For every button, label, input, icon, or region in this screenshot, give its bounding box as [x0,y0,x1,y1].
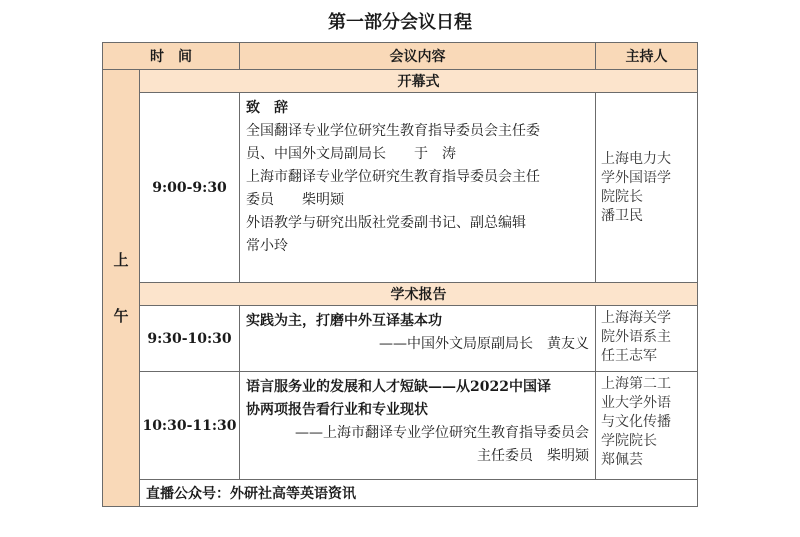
time-cell: 9:00-9:30 [140,93,240,283]
table-row [103,306,698,372]
schedule-table [102,42,698,507]
period-char-1: 上 [113,251,129,269]
talk-title-line: 语言服务业的发展和人才短缺——从2022中国译 [246,379,551,395]
host-line: 院院长 [601,188,643,205]
host-cell [596,93,698,283]
table-row [103,372,698,480]
talk-speaker-line: ——上海市翻译专业学位研究生教育指导委员会 [295,425,589,441]
host-line: 学外国语学 [601,169,671,186]
host-line: 上海第二工 [601,376,671,392]
table-header-row [103,43,698,70]
host-line: 任王志军 [601,348,657,364]
livestream-footer: 直播公众号：外研社高等英语资讯 [140,480,698,507]
host-line: 院外语系主 [601,329,671,345]
content-line: 委员 柴明颎 [246,192,344,208]
section-opening: 开幕式 [140,70,698,93]
talk-speaker-line: 主任委员 柴明颎 [477,448,589,464]
host-line: 学院院长 [601,433,657,449]
content-line: 常小玲 [246,238,288,254]
header-content: 会议内容 [240,43,596,70]
header-time: 时 间 [103,43,240,70]
talk-speaker-line: ——中国外文局原副局长 黄友义 [379,336,589,352]
host-line: 郑佩芸 [601,452,643,468]
content-line: 全国翻译专业学位研究生教育指导委员会主任委 [246,123,540,139]
period-cell [103,70,140,507]
header-host: 主持人 [596,43,698,70]
host-cell [596,372,698,480]
content-line: 员、中国外文局副局长 于 涛 [246,146,456,162]
content-cell [240,306,596,372]
host-cell [596,306,698,372]
time-cell: 9:30-10:30 [140,306,240,372]
talk-title-line: 协两项报告看行业和专业现状 [246,402,428,418]
content-line: 上海市翻译专业学位研究生教育指导委员会主任 [246,169,540,185]
content-cell [240,93,596,283]
content-line: 外语教学与研究出版社党委副书记、副总编辑 [246,215,526,231]
period-char-2: 午 [113,307,129,325]
content-cell [240,372,596,480]
page-title: 第一部分会议日程 [328,12,472,33]
host-line: 上海电力大 [601,150,671,167]
section-academic: 学术报告 [140,283,698,306]
table-row [103,93,698,283]
host-line: 业大学外语 [601,395,671,411]
time-cell: 10:30-11:30 [140,372,240,480]
host-line: 与文化传播 [601,414,671,430]
item-heading: 致 辞 [246,100,288,116]
host-line: 上海海关学 [601,310,671,326]
host-line: 潘卫民 [601,207,643,224]
talk-title-line: 实践为主，打磨中外互译基本功 [246,313,442,329]
